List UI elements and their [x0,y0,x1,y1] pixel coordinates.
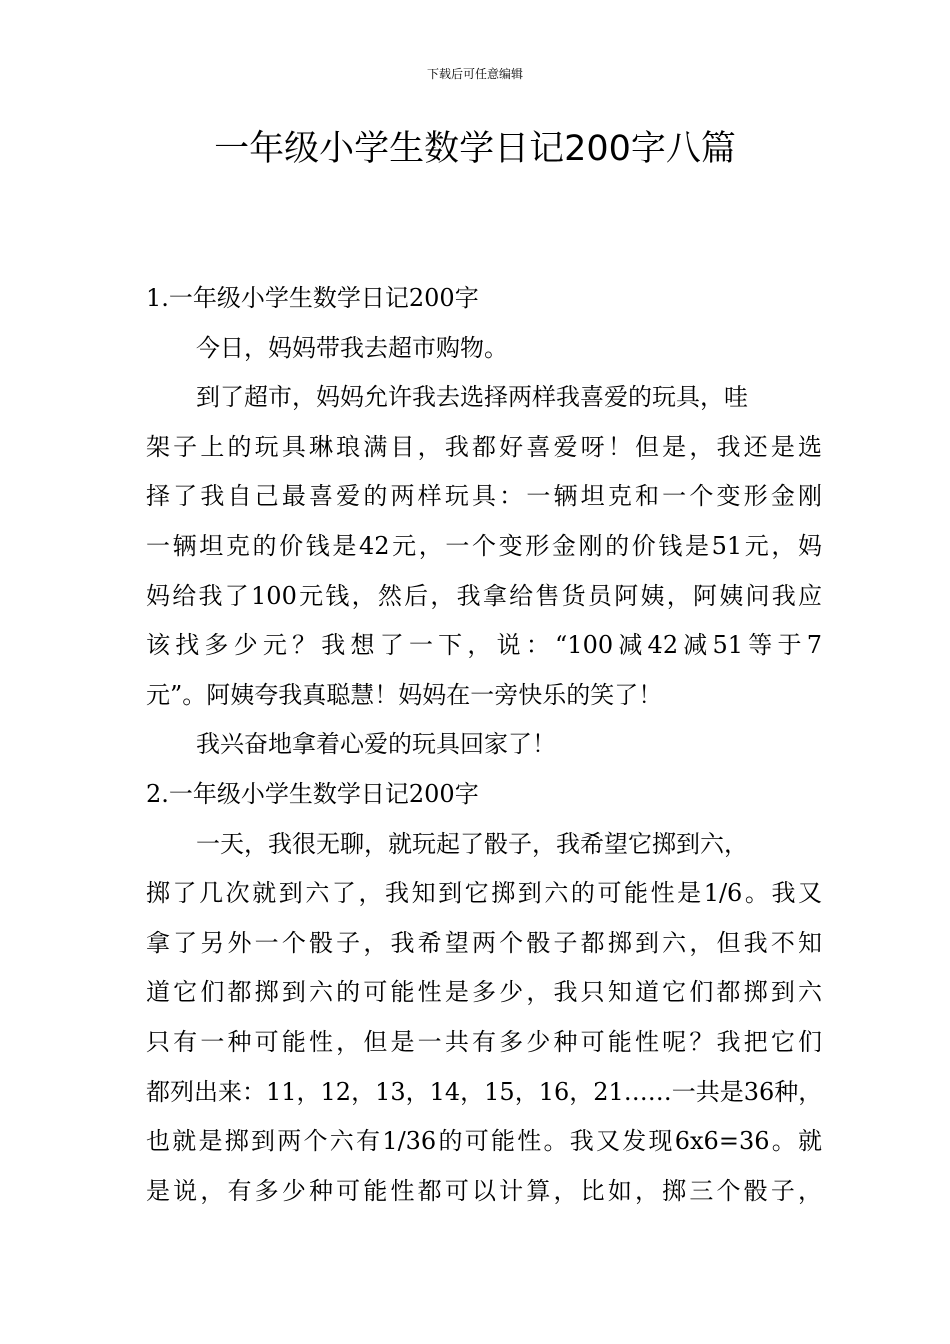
paragraph-line: 只有一种可能性，但是一共有多少种可能性呢？我把它们 [146,1027,822,1056]
paragraph-line: 到了超市，妈妈允许我去选择两样我喜爱的玩具，哇 [196,383,748,412]
paragraph-line: 妈给我了100元钱，然后，我拿给售货员阿姨，阿姨问我应 [146,581,822,610]
paragraph-line: 架子上的玩具琳琅满目，我都好喜爱呀！但是，我还是选 [146,432,822,461]
paragraph-line: 元”。阿姨夸我真聪慧！妈妈在一旁快乐的笑了！ [146,680,663,709]
section-heading-2: 2.一年级小学生数学日记200字 [146,779,479,808]
paragraph-line: 是说，有多少种可能性都可以计算，比如，掷三个骰子， [146,1176,822,1205]
paragraph-line: 择了我自己最喜爱的两样玩具：一辆坦克和一个变形金刚 [146,482,822,511]
page-header-note: 下载后可任意编辑 [426,67,523,81]
document-title: 一年级小学生数学日记200字八篇 [214,129,736,169]
paragraph-line: 拿了另外一个骰子，我希望两个骰子都掷到六，但我不知 [146,928,822,957]
paragraph-line: 该找多少元？我想了一下，说：“100减42减51等于7 [146,631,822,660]
paragraph-line: 我兴奋地拿着心爱的玩具回家了！ [196,730,556,759]
paragraph-line: 道它们都掷到六的可能性是多少，我只知道它们都掷到六 [146,978,822,1007]
paragraph-line: 一天，我很无聊，就玩起了骰子，我希望它掷到六， [196,829,748,858]
paragraph-line: 一辆坦克的价钱是42元，一个变形金刚的价钱是51元，妈 [146,531,822,560]
paragraph-line: 掷了几次就到六了，我知到它掷到六的可能性是1/6。我又 [146,879,822,908]
paragraph-line: 今日，妈妈带我去超市购物。 [196,333,508,362]
paragraph-line: 都列出来：11，12，13，14，15，16，21……一共是36种， [146,1077,823,1106]
section-heading-1: 1.一年级小学生数学日记200字 [146,284,479,312]
document-body [146,274,822,1216]
paragraph-line: 也就是掷到两个六有1/36的可能性。我又发现6x6=36。就 [146,1127,822,1156]
